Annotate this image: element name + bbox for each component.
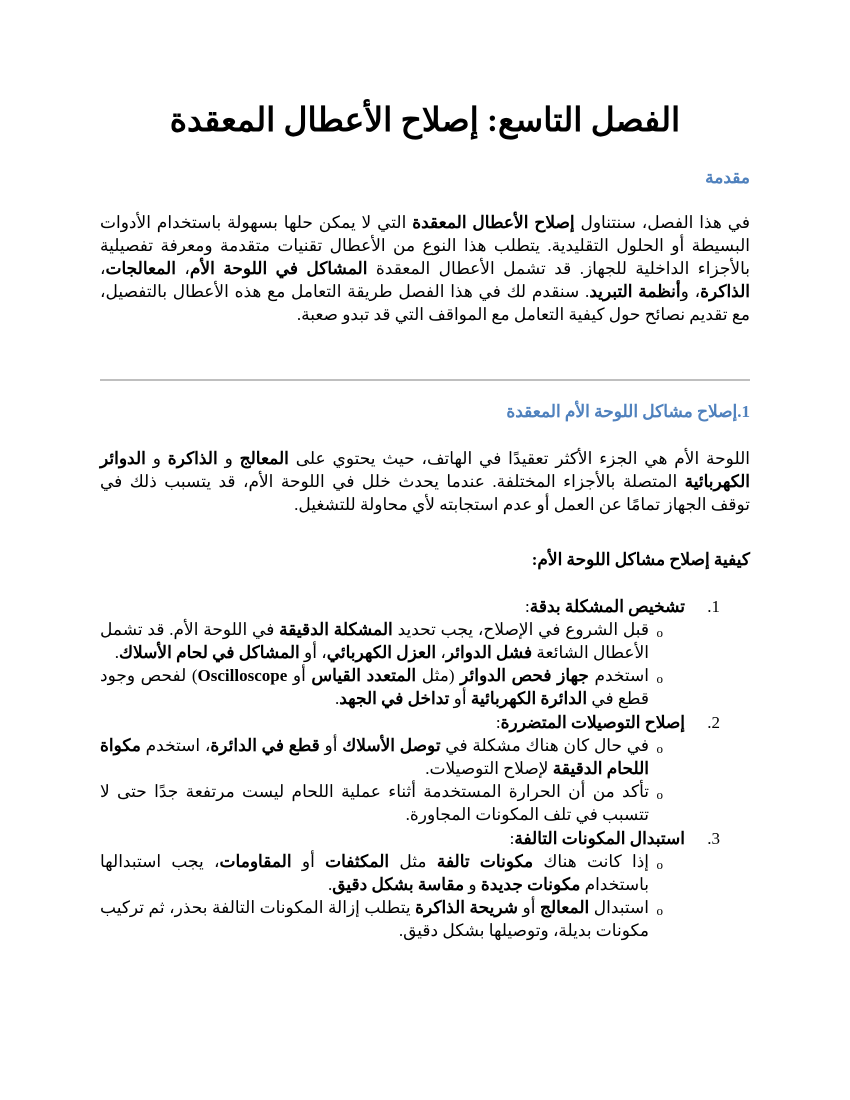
list-item: o تأكد من أن الحرارة المستخدمة أثناء عملية اللحام ليست مرتفعة جدًا حتى لا تتسبب في تلف المكونات المجاورة. [100, 782, 663, 824]
howto-heading: كيفية إصلاح مشاكل اللوحة الأم: [531, 550, 750, 569]
step-number: 3. [707, 829, 720, 848]
list-item: o قبل الشروع في الإصلاح، يجب تحديد المشكلة الدقيقة في اللوحة الأم. قد تشمل الأعطال الشائعة فشل الدوائر، العزل الكهربائي، أو المشاكل في لحام الأسلاك. [100, 620, 663, 662]
step-heading: 3. استبدال المكونات التالفة: [509, 829, 720, 848]
intro-heading: مقدمة [705, 168, 750, 187]
step-label: إصلاح التوصيلات المتضررة [500, 713, 685, 732]
intro-paragraph: في هذا الفصل، سنتناول إصلاح الأعطال المعقدة التي لا يمكن حلها بسهولة باستخدام الأدوات البسيطة أو الحلول التقليدية. يتطلب هذا النوع من الأعطال تقنيات متقدمة ومعرفة تفصيلية بالأجزاء الداخلية للجهاز. قد تشمل الأعطال المعقدة المشاكل في اللوحة الأم، المعالجات، الذاكرة، وأنظمة التبريد. سنقدم لك في هذا الفصل طريقة التعامل مع هذه الأعطال بالتفصيل، مع تقديم نصائح حول كيفية التعامل مع المواقف التي قد تبدو صعبة. [100, 213, 750, 324]
bullet-icon: o [656, 903, 663, 918]
bullet-icon: o [656, 857, 663, 872]
step-heading: 1. تشخيص المشكلة بدقة: [525, 597, 720, 616]
bullet-icon: o [656, 625, 663, 640]
section1-heading: 1.إصلاح مشاكل اللوحة الأم المعقدة [506, 402, 750, 421]
bullet-icon: o [656, 671, 663, 686]
sub-list [100, 618, 750, 710]
sub-list [100, 734, 750, 826]
sub-list [100, 850, 750, 942]
list-item [100, 712, 750, 826]
list-item: o إذا كانت هناك مكونات تالفة مثل المكثفات أو المقاومات، يجب استبدالها باستخدام مكونات جديدة و مقاسة بشكل دقيق. [100, 852, 663, 894]
list-item: o في حال كان هناك مشكلة في توصل الأسلاك أو قطع في الدائرة، استخدم مكواة اللحام الدقيقة لإصلاح التوصيلات. [100, 736, 663, 778]
bullet-icon: o [656, 787, 663, 802]
list-item [100, 828, 750, 942]
list-item: o استخدم جهاز فحص الدوائر (مثل المتعدد القياس أو Oscilloscope) لفحص وجود قطع في الدائرة الكهربائية أو تداخل في الجهد. [100, 666, 663, 708]
steps-list [100, 596, 750, 942]
step-heading: 2. إصلاح التوصيلات المتضررة: [495, 713, 720, 732]
step-number: 2. [707, 713, 720, 732]
step-number: 1. [707, 597, 720, 616]
bullet-icon: o [656, 741, 663, 756]
chapter-title: الفصل التاسع: إصلاح الأعطال المعقدة [169, 103, 681, 139]
section-divider [100, 379, 750, 381]
list-item [100, 596, 750, 710]
section1-paragraph: اللوحة الأم هي الجزء الأكثر تعقيدًا في الهاتف، حيث يحتوي على المعالج و الذاكرة و الدوائر الكهربائية المتصلة بالأجزاء المختلفة. عندما يحدث خلل في اللوحة الأم، قد يتسبب ذلك في توقف الجهاز تمامًا عن العمل أو عدم استجابته لأي محاولة للتشغيل. [100, 449, 750, 514]
list-item: o استبدال المعالج أو شريحة الذاكرة يتطلب إزالة المكونات التالفة بحذر، ثم تركيب مكونات بديلة، وتوصيلها بشكل دقيق. [100, 898, 663, 940]
step-label: تشخيص المشكلة بدقة [529, 597, 685, 616]
step-label: استبدال المكونات التالفة [514, 829, 685, 848]
